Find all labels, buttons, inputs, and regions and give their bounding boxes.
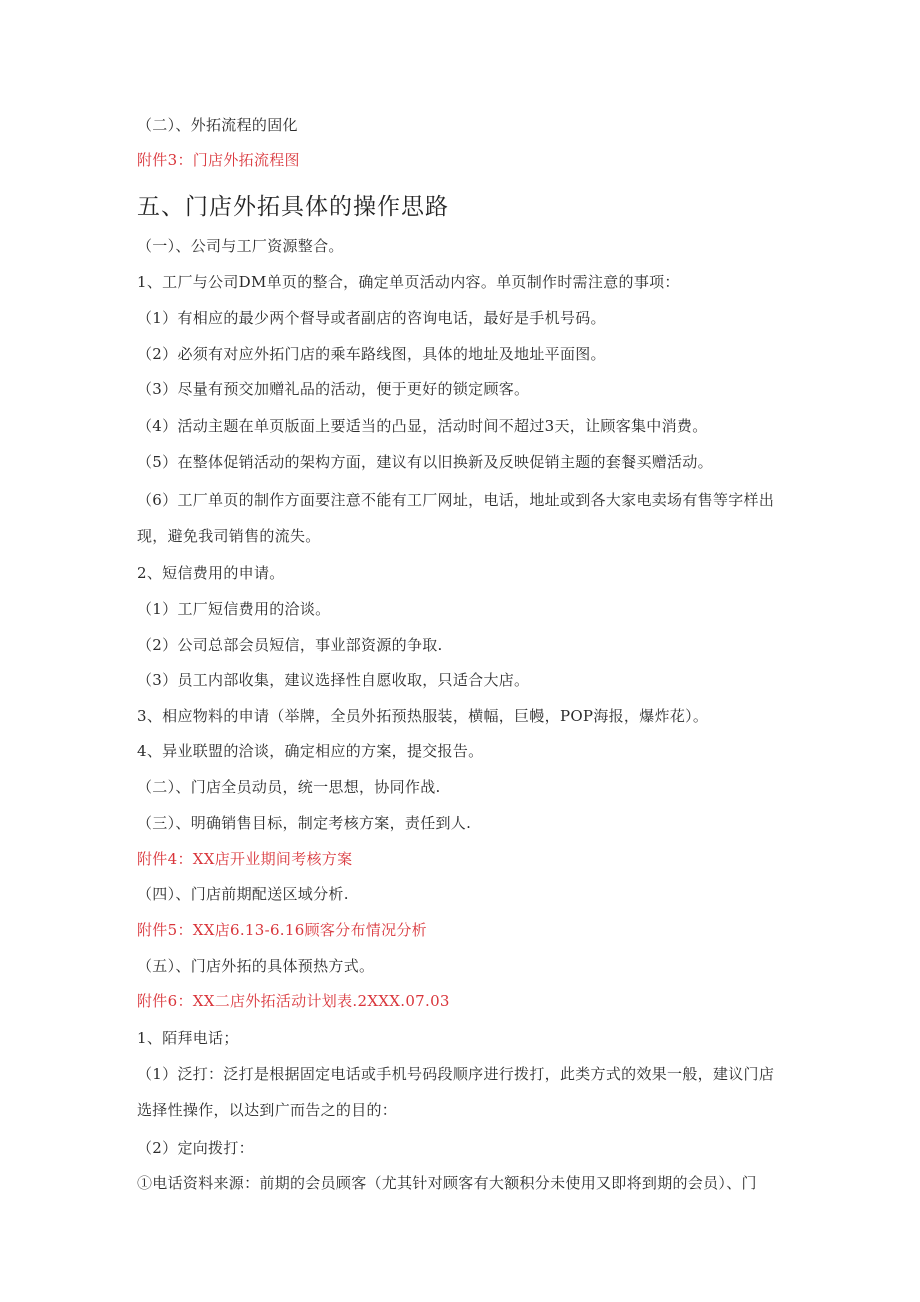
paragraph-line: ①电话资料来源：前期的会员顾客（尤其针对顾客有大额积分未使用又即将到期的会员）、门 — [137, 1174, 757, 1192]
paragraph-line: 4、异业联盟的洽谈，确定相应的方案，提交报告。 — [137, 742, 484, 760]
paragraph-line: （3）尽量有预交加赠礼品的活动，便于更好的锁定顾客。 — [137, 380, 530, 398]
paragraph-line: （6）工厂单页的制作方面要注意不能有工厂网址，电话，地址或到各大家电卖场有售等字样出 — [137, 491, 775, 509]
subsection-heading: （二）、外拓流程的固化 — [137, 116, 298, 134]
paragraph-line: 2、短信费用的申请。 — [137, 564, 285, 582]
paragraph-line: 3、相应物料的申请（举牌，全员外拓预热服装，横幅，巨幔，POP海报，爆炸花）。 — [137, 707, 709, 725]
paragraph-line: 选择性操作，以达到广而告之的目的： — [137, 1101, 398, 1119]
paragraph-line: （1）工厂短信费用的洽谈。 — [137, 600, 331, 618]
subsection-heading: （二）、门店全员动员，统一思想，协同作战. — [137, 778, 441, 796]
paragraph-line: 1、工厂与公司DM单页的整合，确定单页活动内容。单页制作时需注意的事项： — [137, 273, 680, 291]
paragraph-line: （1）泛打：泛打是根据固定电话或手机号码段顺序进行拨打，此类方式的效果一般，建议门店 — [137, 1065, 775, 1083]
subsection-heading: （四）、门店前期配送区域分析. — [137, 885, 349, 903]
attachment-link[interactable]: 附件5：XX店6.13-6.16顾客分布情况分析 — [137, 921, 427, 939]
section-heading: 五、门店外拓具体的操作思路 — [137, 194, 449, 220]
paragraph-line: （4）活动主题在单页版面上要适当的凸显，活动时间不超过3天，让顾客集中消费。 — [137, 417, 708, 435]
subsection-heading: （一）、公司与工厂资源整合。 — [137, 237, 344, 255]
paragraph-line: 1、陌拜电话； — [137, 1029, 239, 1047]
paragraph-line: （2）定向拨打： — [137, 1139, 254, 1157]
paragraph-line: （1）有相应的最少两个督导或者副店的咨询电话，最好是手机号码。 — [137, 309, 606, 327]
subsection-heading: （五）、门店外拓的具体预热方式。 — [137, 957, 375, 975]
paragraph-line: 现，避免我司销售的流失。 — [137, 527, 321, 545]
attachment-link[interactable]: 附件4：XX店开业期间考核方案 — [137, 850, 353, 868]
paragraph-line: （2）必须有对应外拓门店的乘车路线图，具体的地址及地址平面图。 — [137, 345, 606, 363]
paragraph-line: （5）在整体促销活动的架构方面，建议有以旧换新及反映促销主题的套餐买赠活动。 — [137, 453, 713, 471]
attachment-link[interactable]: 附件3：门店外拓流程图 — [137, 151, 300, 169]
paragraph-line: （2）公司总部会员短信，事业部资源的争取. — [137, 636, 443, 654]
attachment-link[interactable]: 附件6：XX二店外拓活动计划表.2XXX.07.03 — [137, 992, 450, 1010]
subsection-heading: （三）、明确销售目标，制定考核方案，责任到人. — [137, 814, 472, 832]
paragraph-line: （3）员工内部收集，建议选择性自愿收取，只适合大店。 — [137, 671, 530, 689]
